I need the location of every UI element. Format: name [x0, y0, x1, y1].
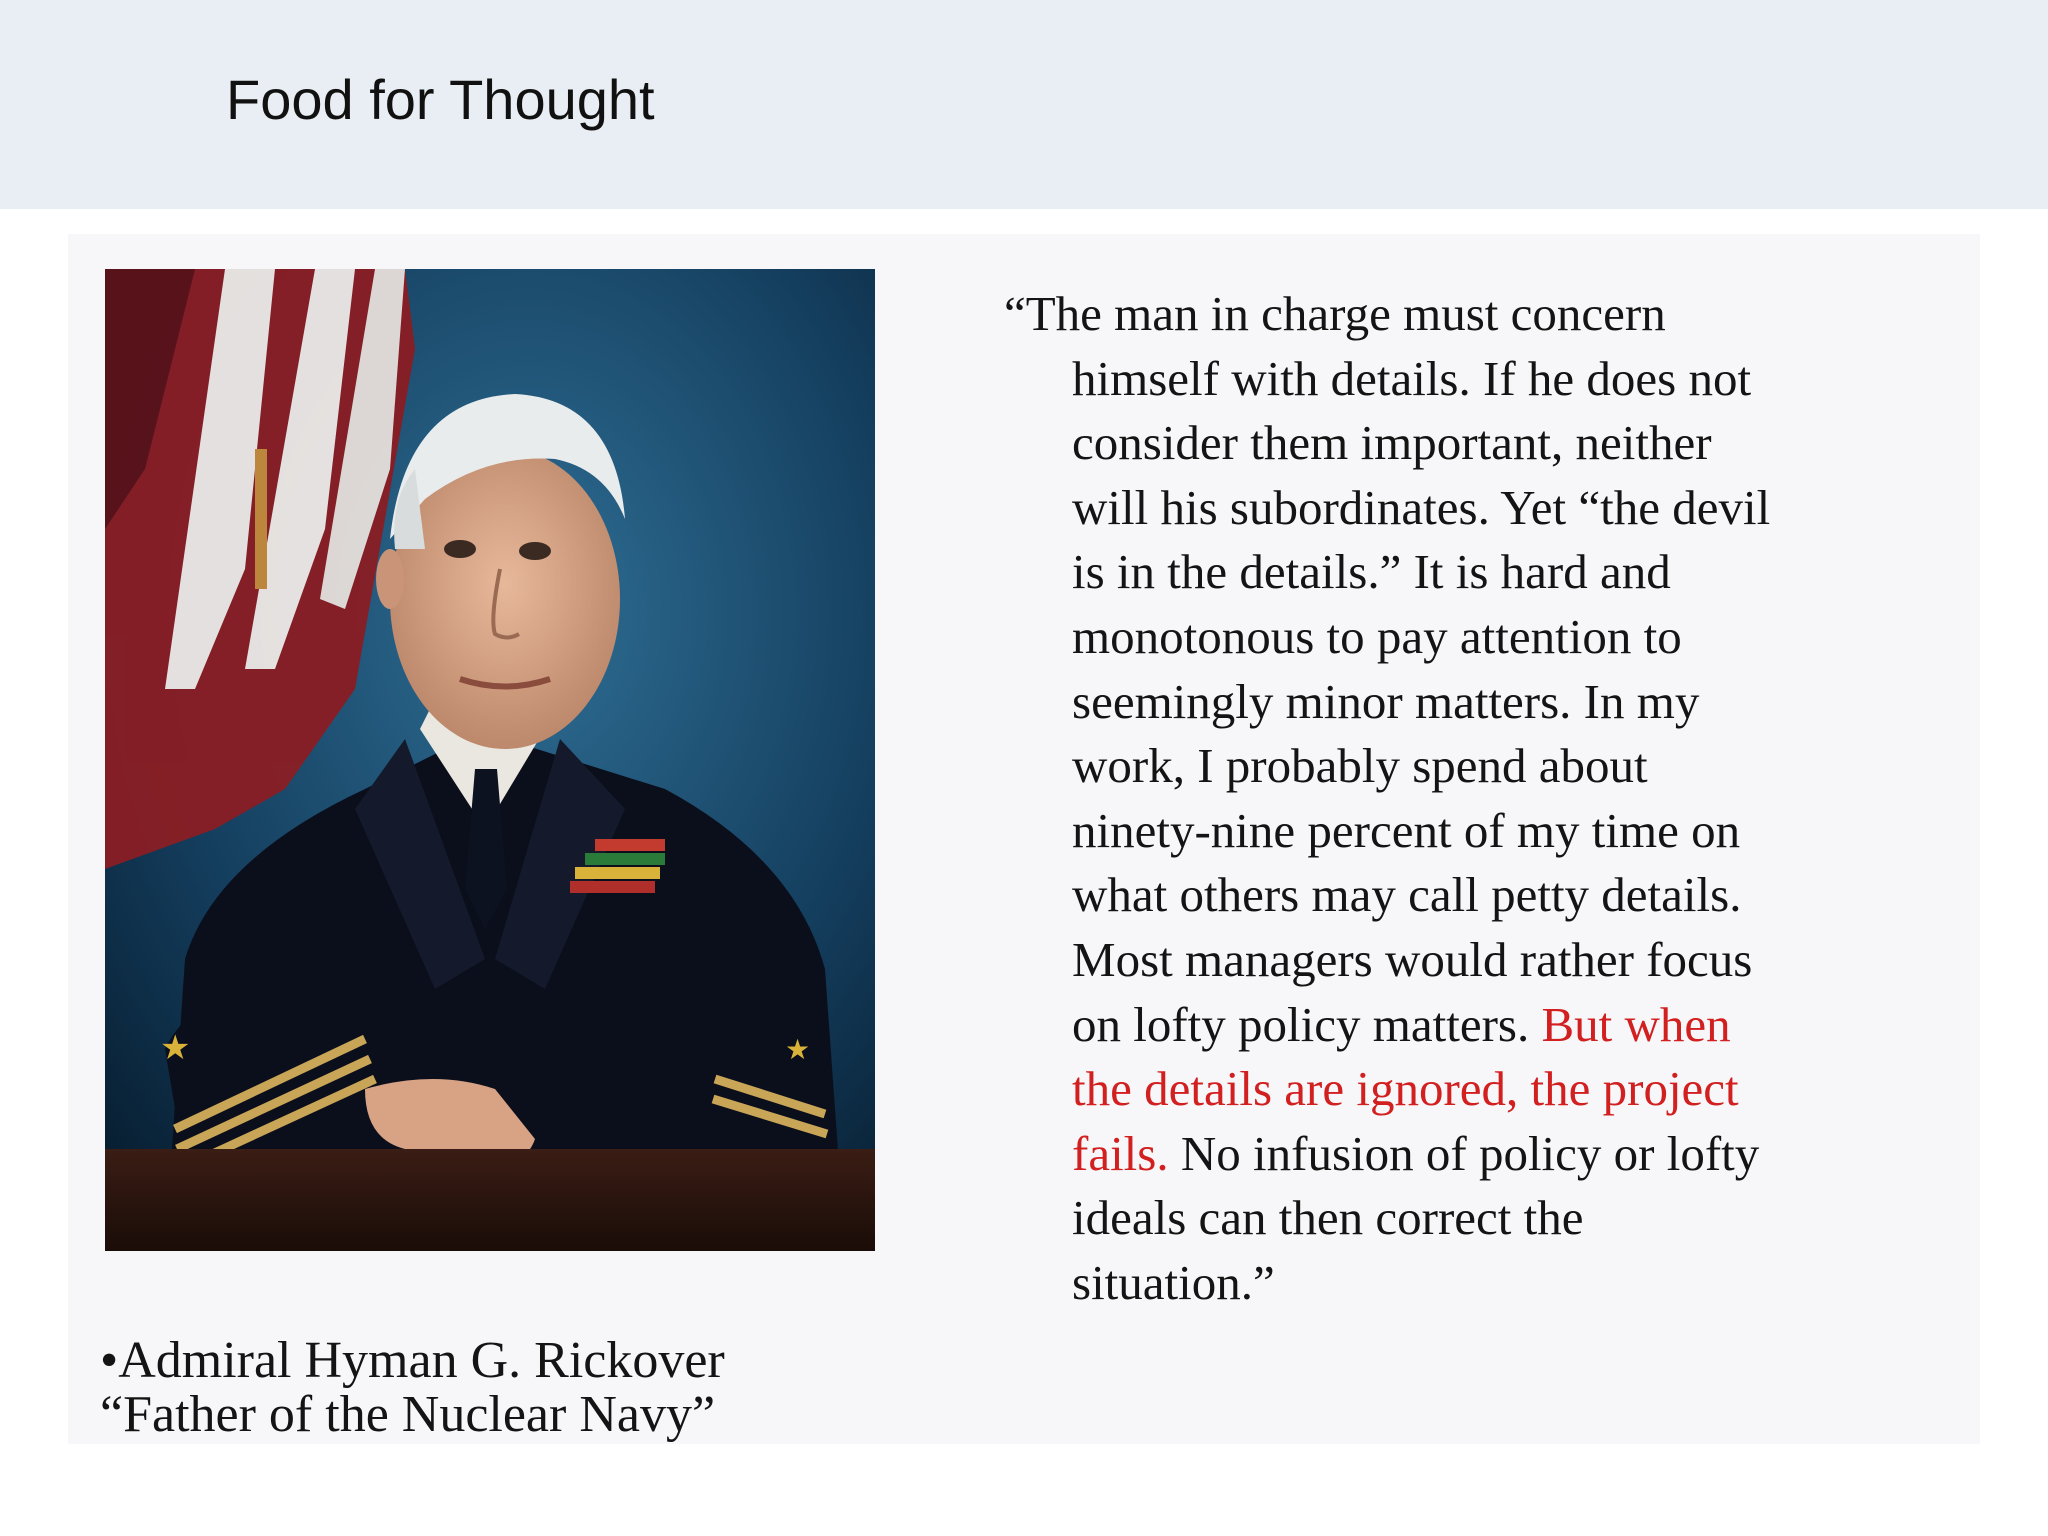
- quote-line: [1004, 993, 1954, 1058]
- caption-name: •Admiral Hyman G. Rickover: [100, 1332, 725, 1389]
- quote-line: himself with details. If he does not: [1072, 350, 1752, 406]
- svg-text:★: ★: [785, 1035, 811, 1066]
- quote-line: situation.”: [1072, 1254, 1275, 1310]
- slide-title: Food for Thought: [226, 68, 655, 131]
- caption-title: “Father of the Nuclear Navy”: [100, 1386, 716, 1443]
- quote-line: monotonous to pay attention to: [1072, 608, 1682, 664]
- admiral-portrait-image: [105, 269, 875, 1251]
- quote-text: on lofty policy matters.: [1072, 996, 1542, 1052]
- quote-line: will his subordinates. Yet “the devil: [1072, 479, 1771, 535]
- quote-line: Most managers would rather focus: [1072, 931, 1753, 987]
- quote-line: work, I probably spend about: [1072, 738, 1648, 794]
- quote-highlight: the details are ignored, the project: [1072, 1061, 1739, 1117]
- quote-line: ideals can then correct the: [1072, 1190, 1584, 1246]
- quote-line: “The man in charge must concern: [1004, 286, 1666, 341]
- portrait-caption: [100, 1334, 725, 1442]
- quote-line: consider them important, neither: [1072, 415, 1712, 471]
- svg-text:★: ★: [160, 1030, 191, 1067]
- quote-highlight: But when: [1541, 996, 1731, 1052]
- quote-highlight: fails.: [1072, 1125, 1169, 1181]
- rickover-quote: [1004, 282, 1954, 1316]
- quote-line: ninety-nine percent of my time on: [1072, 802, 1741, 858]
- quote-line: [1004, 1122, 1954, 1187]
- quote-text: No infusion of policy or lofty: [1168, 1125, 1760, 1181]
- quote-line: is in the details.” It is hard and: [1072, 544, 1671, 600]
- quote-line: seemingly minor matters. In my: [1072, 673, 1700, 729]
- quote-line: what others may call petty details.: [1072, 867, 1742, 923]
